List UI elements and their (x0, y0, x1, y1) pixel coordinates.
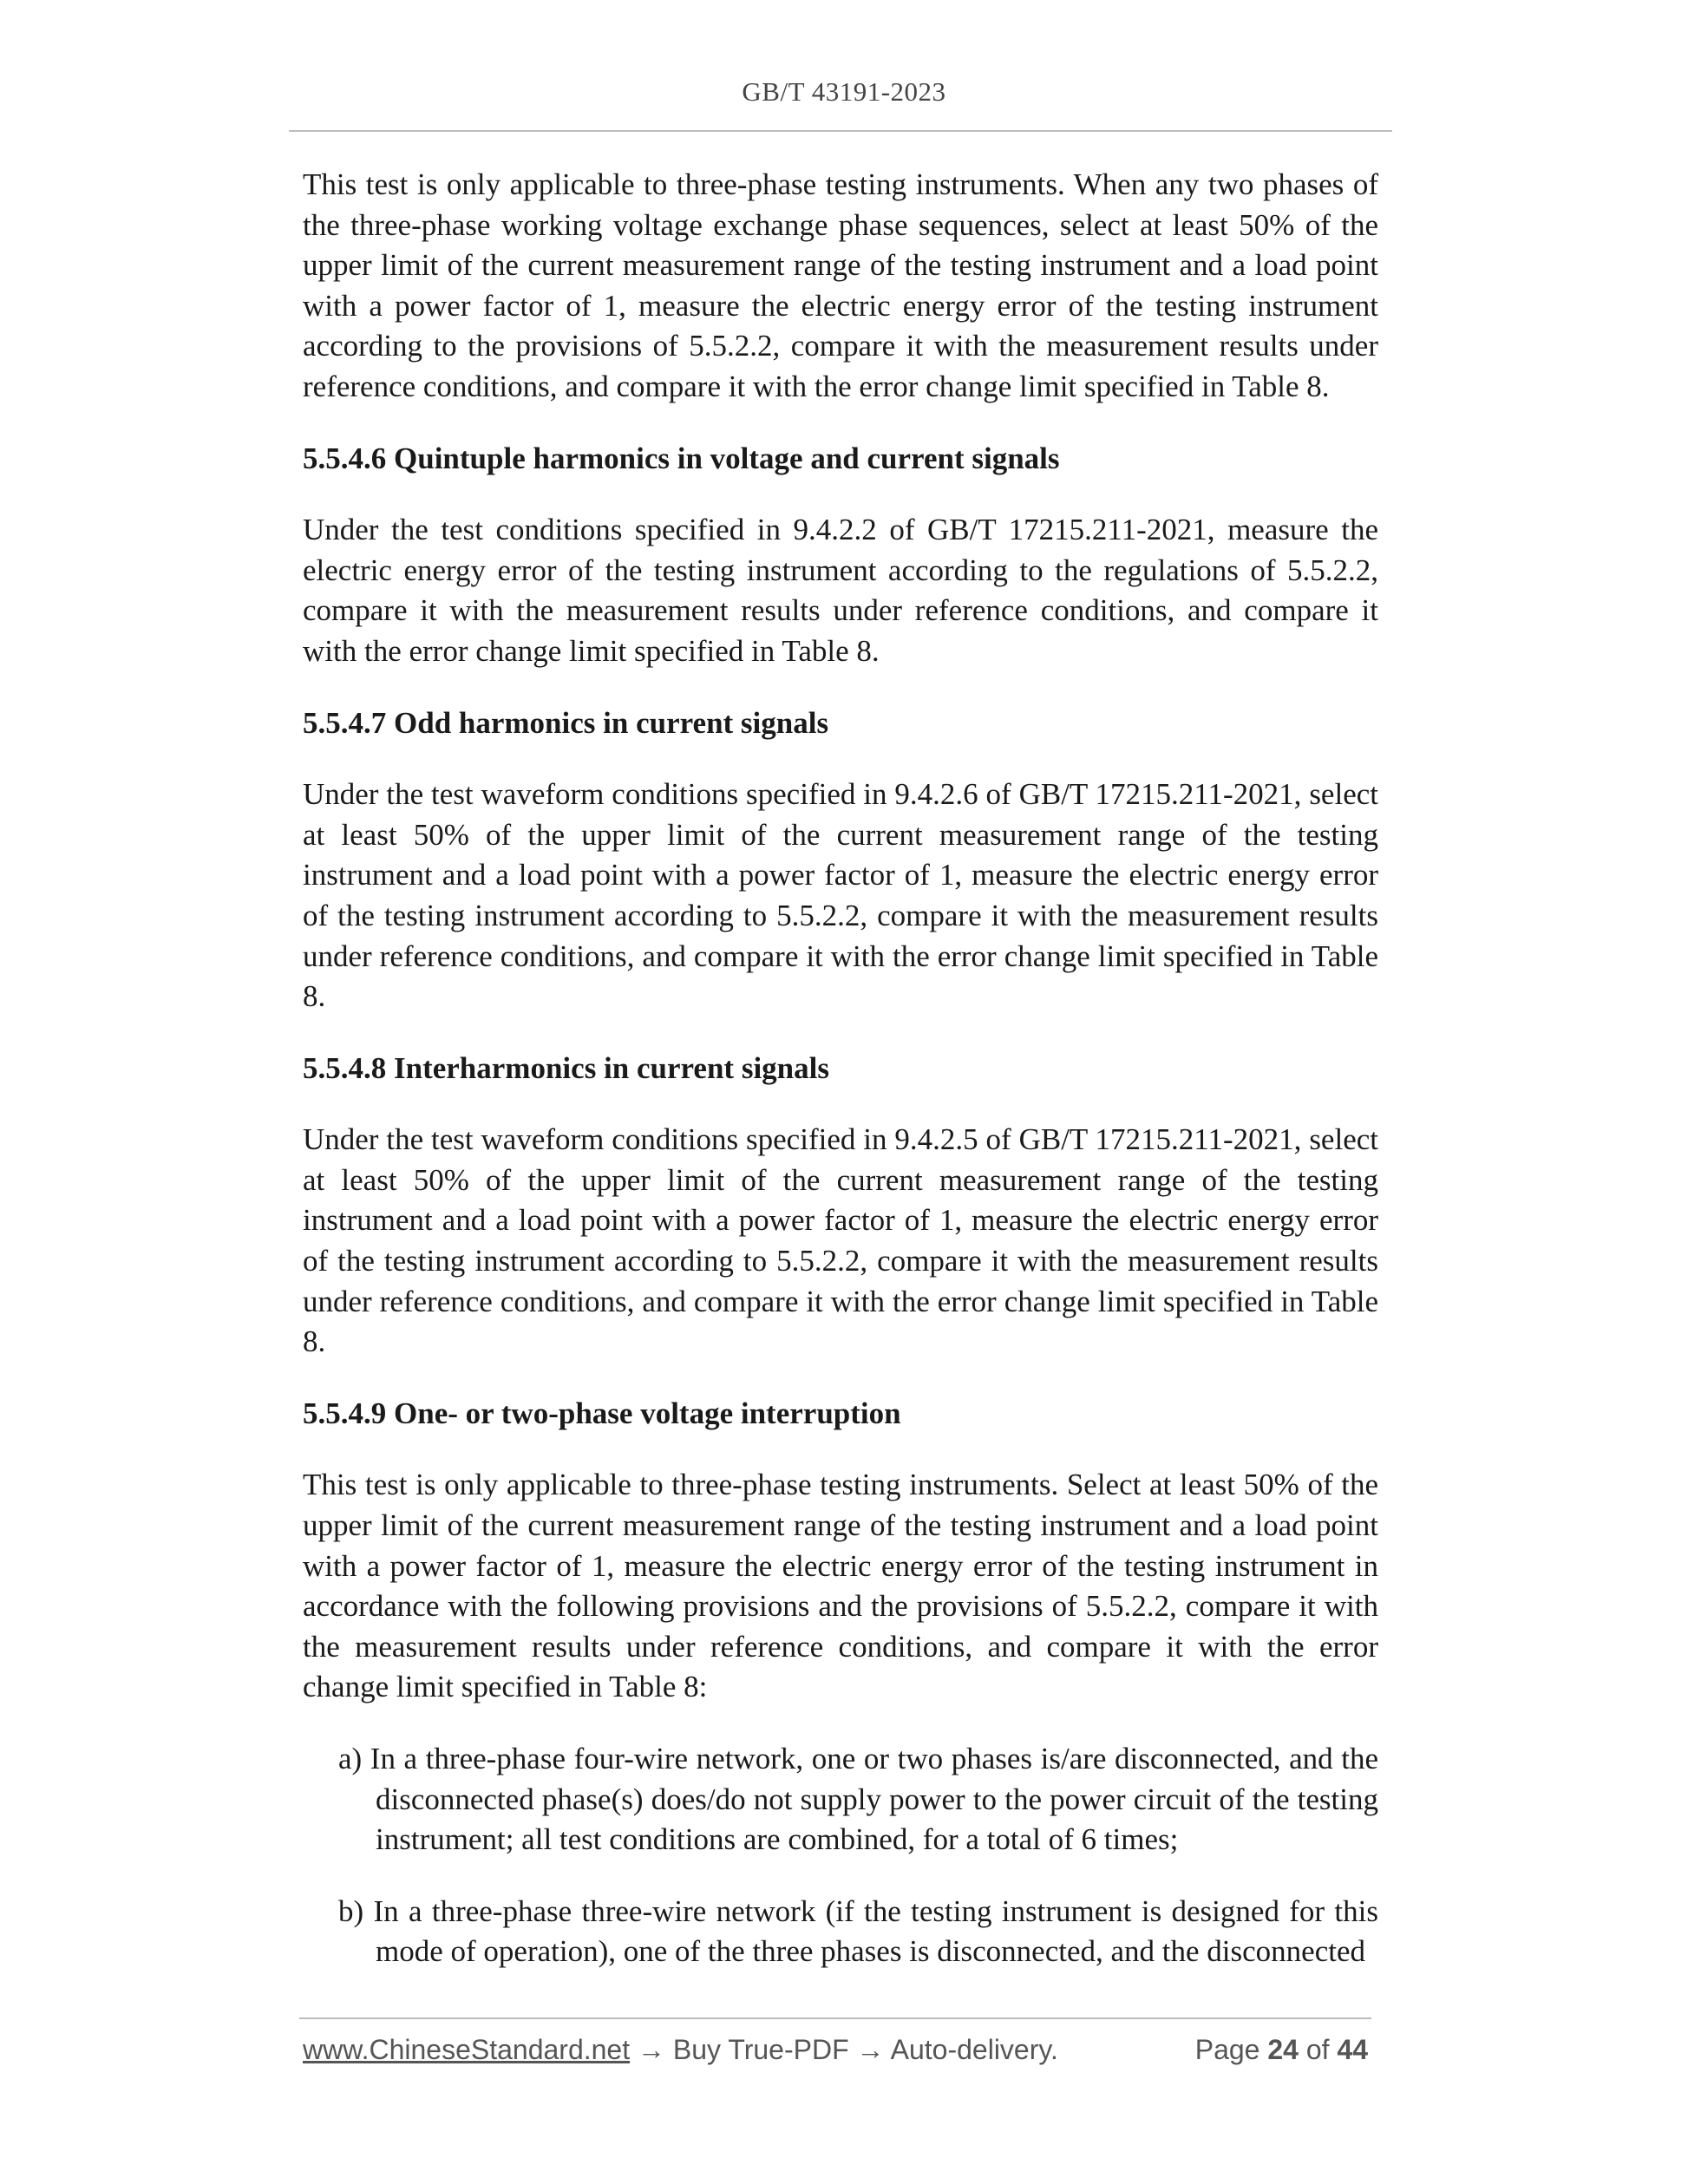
paragraph-interharmonics: Under the test waveform conditions specified in 9.4.2.5 of GB/T 17215.211-2021, select at least 50% of the upper limit of the current measurement range of the testing instrument and a load point with a power factor of 1, measure the electric energy error of the testing instrument according to 5.5.2.2, compare it with the measurement results under reference conditions, and compare it with the error change limit specified in Table 8. (303, 1122, 1378, 1359)
page-header-title: GB/T 43191-2023 (742, 76, 946, 107)
paragraph-voltage-interruption: This test is only applicable to three-phase testing instruments. Select at least 50% of the upper limit of the current measurement range of the testing instrument and a load point with a power factor of 1, measure the electric energy error of the testing instrument in accordance with the following provisions and the provisions of 5.5.2.2, compare it with the measurement results under reference conditions, and compare it with the error change limit specified in Table 8: (303, 1468, 1378, 1704)
paragraph-phase-sequence: This test is only applicable to three-phase testing instruments. When any two phases of the three-phase working voltage exchange phase sequences, select at least 50% of the upper limit of the current measurement range of the testing instrument and a load point with a power factor of 1, measure the electric energy error of the testing instrument according to the provisions of 5.5.2.2, compare it with the measurement results under reference conditions, and compare it with the error change limit specified in Table 8. (303, 167, 1378, 403)
of-label: of (1305, 2034, 1330, 2065)
page-counter (1195, 2034, 1368, 2066)
arrow-right-icon: → (638, 2034, 665, 2065)
page-footer (303, 2034, 1371, 2076)
section-heading-5-5-4-8: 5.5.4.8 Interharmonics in current signals (303, 1050, 829, 1085)
list-item-b: b) In a three-phase three-wire network (if the testing instrument is designed for this mode of operation), one of the three phases is disconnected, and the disconnected (338, 1893, 1378, 1969)
section-heading-5-5-4-7: 5.5.4.7 Odd harmonics in current signals (303, 705, 829, 740)
paragraph-odd-harmonics: Under the test waveform conditions specified in 9.4.2.6 of GB/T 17215.211-2021, select at least 50% of the upper limit of the current measurement range of the testing instrument and a load point with a power factor of 1, measure the electric energy error of the testing instrument according to 5.5.2.2, compare it with the measurement results under reference conditions, and compare it with the error change limit specified in Table 8. (303, 777, 1378, 1014)
page-label: Page (1194, 2034, 1260, 2065)
paragraph-quintuple-harmonics: Under the test conditions specified in 9.4.2.2 of GB/T 17215.211-2021, measure the electric energy error of the testing instrument according to the regulations of 5.5.2.2, compare it with the measurement results under reference conditions, and compare it with the error change limit specified in Table 8. (303, 513, 1378, 668)
document-body (303, 165, 1378, 1972)
arrow-right-icon: → (856, 2034, 885, 2065)
header-divider (289, 130, 1392, 132)
footer-divider (299, 2017, 1371, 2019)
footer-delivery-text: Auto-delivery. (890, 2034, 1058, 2065)
section-heading-5-5-4-6: 5.5.4.6 Quintuple harmonics in voltage and current signals (303, 441, 1060, 475)
section-heading-5-5-4-9: 5.5.4.9 One- or two-phase voltage interruption (303, 1396, 901, 1430)
list-item-a: a) In a three-phase four-wire network, one or two phases is/are disconnected, and the disconnected phase(s) does/do not supply power to the power circuit of the testing instrument; all test conditions are combined, for a total of 6 times; (338, 1742, 1378, 1857)
footer-promo (303, 2034, 1058, 2066)
total-pages-number: 44 (1337, 2034, 1368, 2065)
footer-buy-text: Buy True-PDF (672, 2034, 849, 2065)
website-link[interactable]: www.ChineseStandard.net (303, 2034, 631, 2065)
current-page-number: 24 (1267, 2034, 1299, 2065)
